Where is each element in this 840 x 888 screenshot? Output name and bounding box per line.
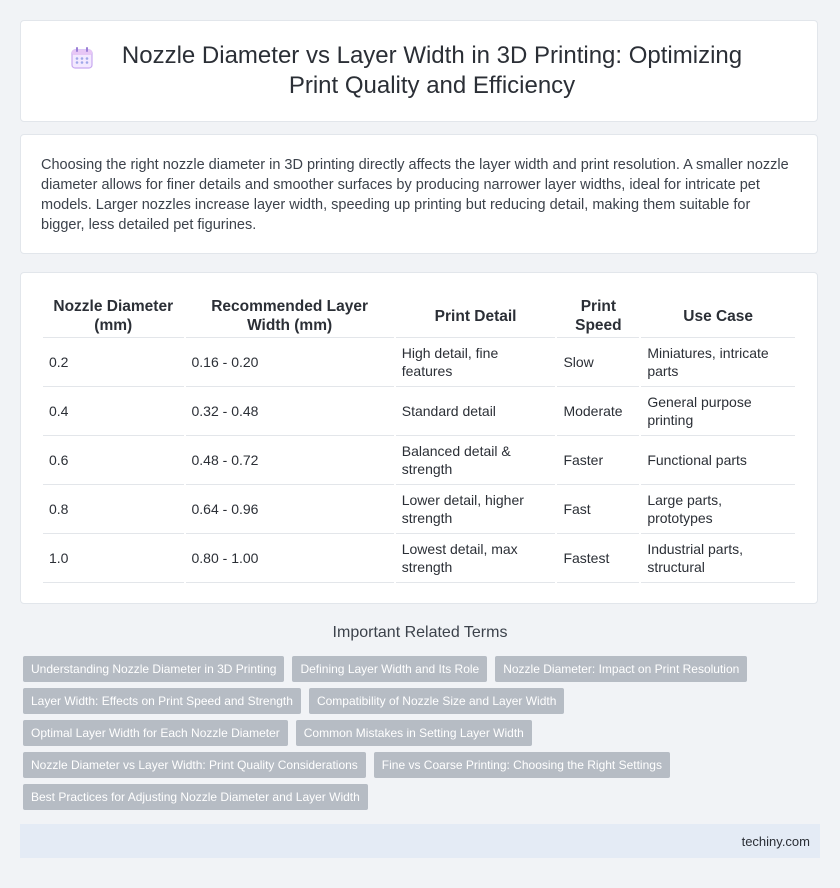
related-term-tag[interactable]: Layer Width: Effects on Print Speed and Strength [23, 688, 301, 714]
header-print-speed: Print Speed [557, 295, 639, 338]
intro-text: Choosing the right nozzle diameter in 3D printing directly affects the layer width and print resolution. A smaller nozzle diameter allows for finer details and smoother surfaces by producing narrower layer widths, ideal for intricate pet models. Larger nozzles increase layer width, speeding up printing but reducing detail, making them suitable for bigger, less detailed pet figurines. [41, 157, 789, 233]
cell-use-case: Industrial parts, structural [641, 534, 795, 583]
cell-use-case: Functional parts [641, 436, 795, 485]
related-term-tag[interactable]: Optimal Layer Width for Each Nozzle Diameter [23, 720, 288, 746]
related-term-tag[interactable]: Best Practices for Adjusting Nozzle Diameter and Layer Width [23, 784, 368, 810]
footer-brand[interactable]: techiny.com [741, 833, 810, 849]
cell-layer-width: 0.48 - 0.72 [186, 436, 394, 485]
table-row [43, 534, 795, 583]
cell-print-detail: Lowest detail, max strength [396, 534, 556, 583]
intro-card [20, 134, 818, 254]
cell-layer-width: 0.32 - 0.48 [186, 387, 394, 436]
comparison-table [41, 295, 797, 583]
related-term-tag[interactable]: Nozzle Diameter vs Layer Width: Print Quality Considerations [23, 752, 366, 778]
table-row [43, 485, 795, 534]
related-term-tag[interactable]: Nozzle Diameter: Impact on Print Resolution [495, 656, 747, 682]
cell-print-speed: Faster [557, 436, 639, 485]
cell-use-case: General purpose printing [641, 387, 795, 436]
cell-nozzle-diameter: 1.0 [43, 534, 184, 583]
header-nozzle-diameter: Nozzle Diameter (mm) [43, 295, 184, 338]
footer [20, 824, 820, 858]
related-term-tag[interactable]: Common Mistakes in Setting Layer Width [296, 720, 532, 746]
cell-nozzle-diameter: 0.6 [43, 436, 184, 485]
cell-nozzle-diameter: 0.2 [43, 338, 184, 387]
table-row [43, 338, 795, 387]
header-card [20, 20, 818, 122]
related-terms-title: Important Related Terms [332, 624, 508, 641]
cell-print-detail: Lower detail, higher strength [396, 485, 556, 534]
calendar-icon [69, 45, 95, 71]
cell-nozzle-diameter: 0.8 [43, 485, 184, 534]
table-row [43, 436, 795, 485]
cell-print-speed: Moderate [557, 387, 639, 436]
cell-layer-width: 0.16 - 0.20 [186, 338, 394, 387]
header-print-detail: Print Detail [396, 295, 556, 338]
cell-print-detail: Balanced detail & strength [396, 436, 556, 485]
related-term-tag[interactable]: Defining Layer Width and Its Role [292, 656, 487, 682]
cell-nozzle-diameter: 0.4 [43, 387, 184, 436]
related-term-tag[interactable]: Understanding Nozzle Diameter in 3D Printing [23, 656, 284, 682]
cell-layer-width: 0.80 - 1.00 [186, 534, 394, 583]
cell-use-case: Large parts, prototypes [641, 485, 795, 534]
page-title: Nozzle Diameter vs Layer Width in 3D Printing: Optimizing Print Quality and Efficiency [121, 42, 743, 99]
table-header-row [43, 295, 795, 338]
cell-print-detail: High detail, fine features [396, 338, 556, 387]
cell-print-speed: Fast [557, 485, 639, 534]
table-row [43, 387, 795, 436]
related-term-tag[interactable]: Compatibility of Nozzle Size and Layer Width [309, 688, 564, 714]
cell-print-speed: Slow [557, 338, 639, 387]
cell-use-case: Miniatures, intricate parts [641, 338, 795, 387]
related-term-tag[interactable]: Fine vs Coarse Printing: Choosing the Right Settings [374, 752, 670, 778]
related-terms-list [23, 656, 823, 816]
title-wrap [69, 41, 769, 101]
cell-print-detail: Standard detail [396, 387, 556, 436]
header-use-case: Use Case [641, 295, 795, 338]
header-layer-width: Recommended Layer Width (mm) [186, 295, 394, 338]
cell-print-speed: Fastest [557, 534, 639, 583]
cell-layer-width: 0.64 - 0.96 [186, 485, 394, 534]
table-card [20, 272, 818, 604]
